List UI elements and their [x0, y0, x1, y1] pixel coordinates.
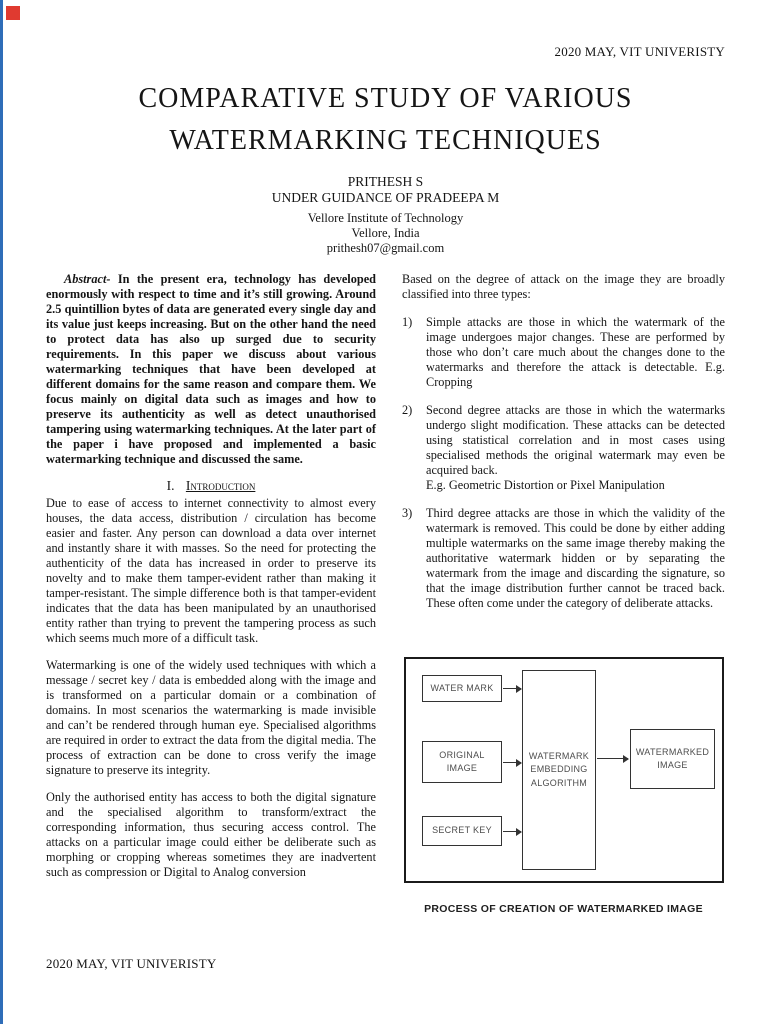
list-item-example: E.g. Geometric Distortion or Pixel Manipulation — [426, 478, 665, 492]
list-number: 3) — [402, 506, 413, 520]
diagram-box-original-image — [422, 741, 502, 783]
abstract-label: Abstract- — [64, 272, 111, 286]
attack-list-item-2 — [402, 403, 725, 493]
intro-paragraph-2: Watermarking is one of the widely used techniques with which a message / secret key / data is embedded along with the image and is transformed on a particular domain or a combination of domains. In most scenarios the watermarking is made invisible and can’t be rendered through human eye. Specialised algorithms are required in order to extract the data from the digital media. The process of extraction can be done to cross verify the image signature to preserve its integrity. — [46, 658, 376, 777]
author-block — [46, 174, 725, 256]
two-column-body — [46, 272, 725, 915]
author-email: prithesh07@gmail.com — [326, 241, 445, 255]
corner-marker-icon — [6, 6, 20, 20]
author-guidance: UNDER GUIDANCE OF PRADEEPA M — [271, 190, 500, 205]
arrow-algorithm-to-output-icon — [597, 758, 628, 759]
left-column — [46, 272, 376, 880]
intro-paragraph-3: Only the authorised entity has access to both the digital signature and the specialised algorithm to transform/extract the corresponding information, thus securing access control. The attacks on a particular image could either be deliberate such as morphing or cropping whereas sometimes they are inadvertent such as compression or Digital to Analog conversion — [46, 790, 376, 879]
author-location: Vellore, India — [351, 226, 420, 240]
list-item-text: Third degree attacks are those in which the validity of the watermark is removed. This could be done by either adding multiple watermarks on the same image thereby making the authoritative watermark hidden or by separating the watermark from the image and discarding the signature, so that the image distribution further cannot be traced back. These often come under the category of deliberate attacks. — [426, 506, 725, 610]
list-item-body — [426, 506, 725, 611]
watermark-embedding-diagram — [404, 657, 724, 883]
list-item-body — [426, 315, 725, 390]
list-item-text: Simple attacks are those in which the watermark of the image undergoes major changes. These are performed by those who don’t care much about the changes done to the watermarks and therefore the attack is detectable. E.g. Cropping — [426, 315, 725, 389]
author-name: PRITHESH S — [347, 174, 424, 189]
intro-paragraph-1: Due to ease of access to internet connectivity to almost every houses, the data access, distribution / circulation has become easier and faster. Any person can download a data over internet and instantly share it with masses. So the need for protecting the authenticity of the data has increased in order to preserve its novelty and to make them tamper-evident rather than making it tamper-resistant. The simple difference both is that tamper-evident indicates that the data has been manipulated by an unauthorised entity rather than trying to prevent the tampering process as such which seems much more of a difficult task. — [46, 496, 376, 645]
running-footer: 2020 MAY, VIT UNIVERISTY — [46, 956, 217, 971]
page-edge-strip — [0, 0, 3, 1024]
attack-list-item-1 — [402, 315, 725, 390]
diagram-box-label: WATERMARKED IMAGE — [635, 746, 710, 770]
running-header: 2020 MAY, VIT UNIVERISTY — [554, 44, 725, 59]
section-title: Introduction — [185, 478, 256, 493]
arrow-watermark-to-algorithm-icon — [503, 688, 521, 689]
attack-list-item-3 — [402, 506, 725, 611]
author-affiliation: Vellore Institute of Technology — [307, 211, 464, 225]
diagram-box-label: SECRET KEY — [432, 825, 492, 836]
right-column — [402, 272, 725, 915]
diagram-box-water-mark — [422, 675, 502, 702]
section-heading-introduction — [46, 477, 376, 494]
paper-title-line2: WATERMARKING TECHNIQUES — [169, 125, 602, 156]
list-number: 1) — [402, 315, 413, 329]
attacks-intro-paragraph: Based on the degree of attack on the image they are broadly classified into three types: — [402, 272, 725, 301]
diagram-box-embedding-algorithm — [522, 670, 596, 870]
list-item-text: Second degree attacks are those in which the watermarks undergo slight modification. These attacks can be detected using statistical correlation and in most cases using specialised methods the original watermark may even be acquired back. — [426, 403, 725, 477]
list-item-body — [426, 403, 725, 493]
diagram-box-label: ORIGINAL IMAGE — [439, 749, 485, 773]
paper-title — [46, 78, 725, 162]
list-number: 2) — [402, 403, 413, 417]
diagram-box-watermarked-image — [630, 729, 715, 789]
diagram-caption: PROCESS OF CREATION OF WATERMARKED IMAGE — [424, 903, 703, 915]
diagram-box-secret-key — [422, 816, 502, 846]
abstract-text: In the present era, technology has developed enormously with respect to time and it’s still growing. Around 2.5 quintillion bytes of data are generated every single day and its value just keeps increasing. But on the other hand the need to protect data has also up surged due to security requirements. In this paper we discuss about various watermarking techniques that have been developed at different domains for the same reason and compare them. We focus mainly on digital data such as images and how to preserve its authenticity as well as detect unauthorised tampering using watermarking techniques. At the later part of the paper i have proposed and implemented a basic watermarking technique and discussed the same. — [46, 272, 376, 466]
arrow-secret-to-algorithm-icon — [503, 831, 521, 832]
arrow-original-to-algorithm-icon — [503, 762, 521, 763]
section-number: I. — [166, 478, 175, 493]
diagram-box-label: WATERMARK EMBEDDING ALGORITHM — [528, 751, 590, 788]
diagram-box-label: WATER MARK — [430, 682, 494, 693]
abstract-paragraph — [46, 272, 376, 467]
paper-title-line1: COMPARATIVE STUDY OF VARIOUS — [138, 83, 633, 114]
